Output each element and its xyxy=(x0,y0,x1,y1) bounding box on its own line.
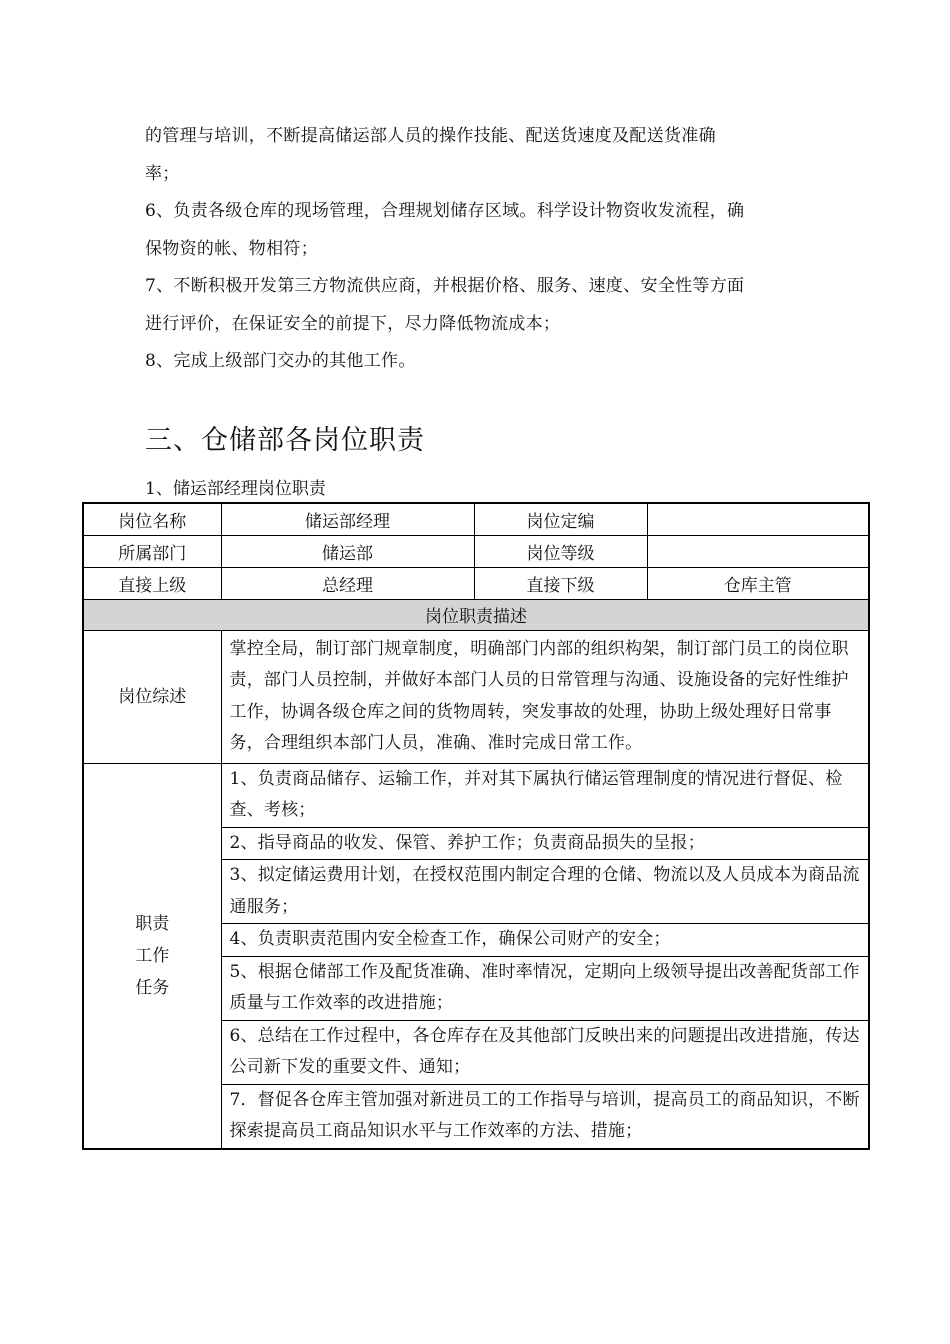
task-item: 5、根据仓储部工作及配货准确、准时率情况，定期向上级领导提出改善配货部工作质量与工作效率的改进措施； xyxy=(221,956,869,1020)
subsection-title: 1、储运部经理岗位职责 xyxy=(145,479,326,499)
duty-description-banner: 岗位职责描述 xyxy=(83,599,869,630)
position-name-label: 岗位名称 xyxy=(83,503,221,535)
department-label: 所属部门 xyxy=(83,535,221,567)
intro-paragraph: 率； xyxy=(145,163,180,184)
intro-paragraph: 保物资的帐、物相符； xyxy=(145,238,318,259)
intro-paragraph: 7、不断积极开发第三方物流供应商，并根据价格、服务、速度、安全性等方面 xyxy=(145,276,745,296)
position-name-value: 储运部经理 xyxy=(221,503,474,535)
table-row xyxy=(83,763,869,827)
table-row xyxy=(83,630,869,763)
headcount-label: 岗位定编 xyxy=(474,503,647,535)
section-title: 三、仓储部各岗位职责 xyxy=(145,425,425,456)
task-item: 1、负责商品储存、运输工作，并对其下属执行储运管理制度的情况进行督促、检查、考核； xyxy=(221,763,869,827)
task-item: 2、指导商品的收发、保管、养护工作；负责商品损失的呈报； xyxy=(221,827,869,860)
table-row xyxy=(83,599,869,630)
job-duty-table xyxy=(82,502,870,1150)
task-item: 3、拟定储运费用计划，在授权范围内制定合理的仓储、物流以及人员成本为商品流通服务； xyxy=(221,860,869,924)
intro-paragraph: 进行评价，在保证安全的前提下，尽力降低物流成本； xyxy=(145,313,561,334)
task-item: 6、总结在工作过程中，各仓库存在及其他部门反映出来的问题提出改进措施，传达公司新下发的重要文件、通知； xyxy=(221,1020,869,1084)
headcount-value xyxy=(647,503,869,535)
tasks-label-line: 职责 xyxy=(135,913,170,934)
task-item: 4、负责职责范围内安全检查工作，确保公司财产的安全； xyxy=(221,924,869,957)
intro-paragraph: 的管理与培训，不断提高储运部人员的操作技能、配送货速度及配送货准确 xyxy=(145,126,716,146)
table-row xyxy=(83,567,869,599)
direct-superior-label: 直接上级 xyxy=(83,567,221,599)
intro-paragraph: 8、完成上级部门交办的其他工作。 xyxy=(145,351,416,371)
department-value: 储运部 xyxy=(221,535,474,567)
tasks-label-line: 工作 xyxy=(135,945,170,966)
table-row xyxy=(83,535,869,567)
direct-subordinate-label: 直接下级 xyxy=(474,567,647,599)
intro-text-block xyxy=(145,118,815,381)
direct-superior-value: 总经理 xyxy=(221,567,474,599)
position-grade-value xyxy=(647,535,869,567)
position-grade-label: 岗位等级 xyxy=(474,535,647,567)
task-item: 7．督促各仓库主管加强对新进员工的工作指导与培训，提高员工的商品知识，不断探索提高员工商品知识水平与工作效率的方法、措施； xyxy=(221,1084,869,1149)
intro-paragraph: 6、负责各级仓库的现场管理，合理规划储存区域。科学设计物资收发流程，确 xyxy=(145,201,745,221)
direct-subordinate-value: 仓库主管 xyxy=(647,567,869,599)
summary-label: 岗位综述 xyxy=(83,630,221,763)
table-row xyxy=(83,503,869,535)
tasks-label-line: 任务 xyxy=(135,977,170,998)
tasks-label xyxy=(83,763,221,1149)
summary-text: 掌控全局，制订部门规章制度，明确部门内部的组织构架，制订部门员工的岗位职责，部门人员控制，并做好本部门人员的日常管理与沟通、设施设备的完好性维护工作，协调各级仓库之间的货物周转，突发事故的处理，协助上级处理好日常事务，合理组织本部门人员，准确、准时完成日常工作。 xyxy=(221,630,869,763)
